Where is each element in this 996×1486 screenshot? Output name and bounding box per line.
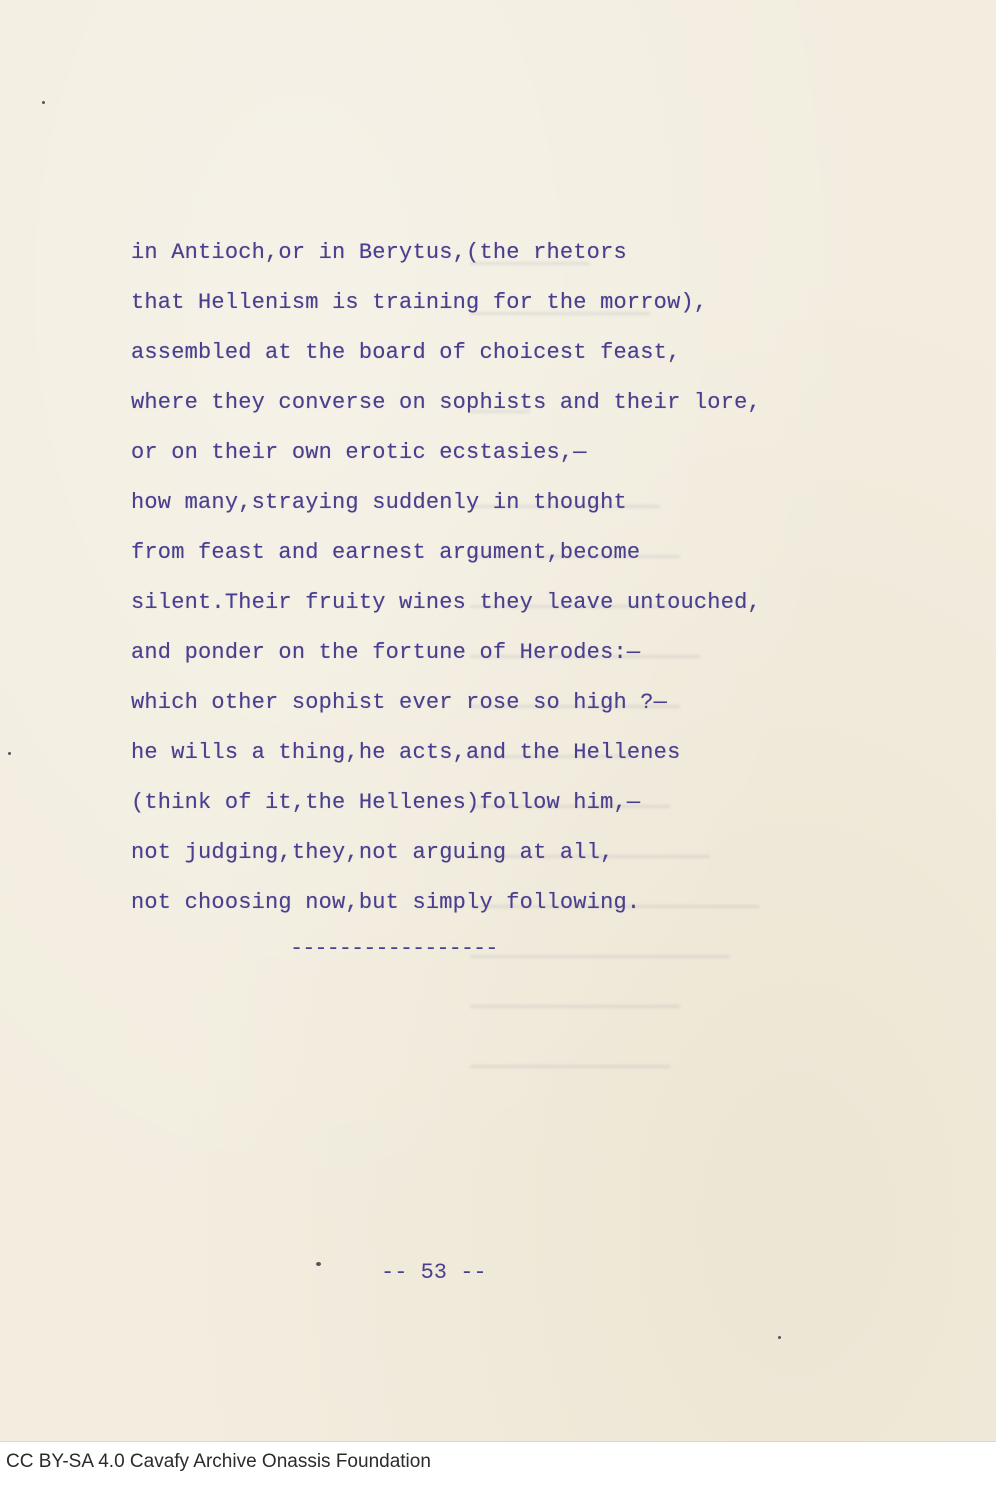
poem-line: where they converse on sophists and their lore, — [131, 390, 761, 415]
license-credit: CC BY-SA 4.0 Cavafy Archive Onassis Foundation — [6, 1451, 431, 1472]
poem-line: which other sophist ever rose so high ?— — [131, 690, 668, 715]
poem-line: silent.Their fruity wines they leave untouched, — [131, 590, 761, 615]
poem-line: from feast and earnest argument,become — [131, 540, 641, 565]
paper-speck — [778, 1336, 781, 1339]
poem-line: not judging,they,not arguing at all, — [131, 840, 614, 865]
section-separator: ----------------- — [290, 936, 498, 961]
paper-speck — [42, 101, 45, 104]
poem-line: assembled at the board of choicest feast, — [131, 340, 681, 365]
poem-line: in Antioch,or in Berytus,(the rhetors — [131, 240, 627, 265]
poem-line: or on their own erotic ecstasies,— — [131, 440, 587, 465]
poem-line: how many,straying suddenly in thought — [131, 490, 627, 515]
poem-line: he wills a thing,he acts,and the Hellenes — [131, 740, 681, 765]
poem-line: not choosing now,but simply following. — [131, 890, 641, 915]
poem-line: and ponder on the fortune of Herodes:— — [131, 640, 641, 665]
page-number: -- 53 -- — [381, 1260, 487, 1285]
poem-line: that Hellenism is training for the morrow), — [131, 290, 708, 315]
paper-speck — [8, 752, 11, 755]
poem-text — [131, 236, 761, 936]
poem-line: (think of it,the Hellenes)follow him,— — [131, 790, 641, 815]
paper-speck — [316, 1262, 321, 1266]
credit-bar — [0, 1441, 996, 1486]
